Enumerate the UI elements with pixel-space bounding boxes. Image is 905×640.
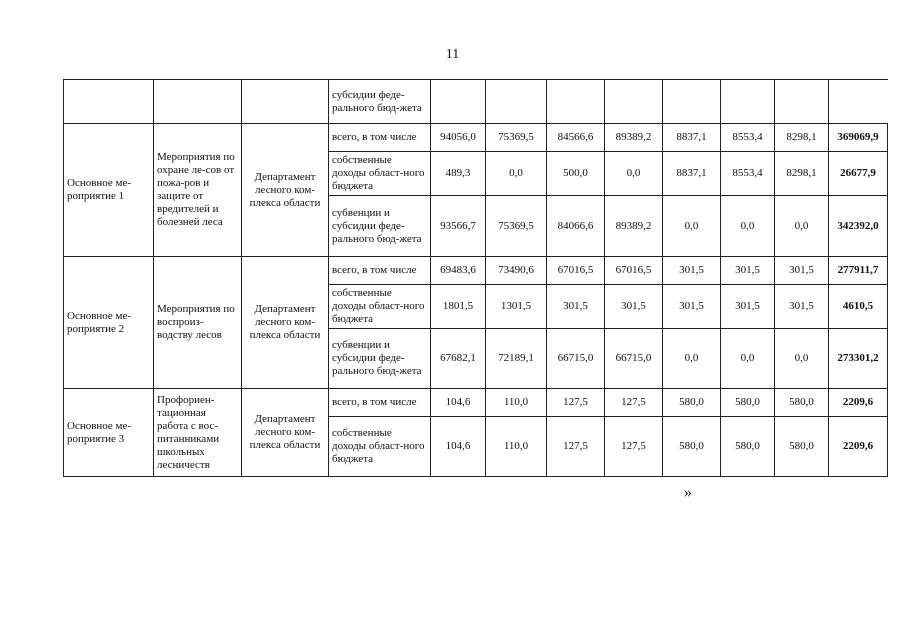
activity-executor: Департамент лесного ком-плекса области: [242, 389, 329, 477]
closing-quote-mark: »: [684, 484, 692, 501]
funding-source-cell: субвенции и субсидии феде-рального бюд-жета: [329, 196, 431, 257]
value-cell: 580,0: [775, 417, 829, 477]
value-cell: 73490,6: [486, 257, 547, 285]
value-cell: 580,0: [663, 389, 721, 417]
activity-name: Основное ме-роприятие 2: [64, 257, 154, 389]
value-cell: 301,5: [721, 257, 775, 285]
value-cell: 8553,4: [721, 124, 775, 152]
value-cell: 301,5: [605, 285, 663, 329]
value-cell: [547, 80, 605, 124]
value-cell: 84566,6: [547, 124, 605, 152]
value-cell: 0,0: [605, 152, 663, 196]
value-cell: 0,0: [486, 152, 547, 196]
activity-description: Профориен-тационная работа с вос-питанниками школьных лесничеств: [154, 389, 242, 477]
page-number: 11: [445, 47, 460, 62]
continuation-row: [64, 80, 888, 124]
value-cell: 75369,5: [486, 196, 547, 257]
budget-table: [63, 79, 888, 477]
value-cell: 67682,1: [431, 329, 486, 389]
funding-source-cell: субвенции и субсидии феде-рального бюд-жета: [329, 329, 431, 389]
value-cell: 84066,6: [547, 196, 605, 257]
value-cell: 0,0: [775, 329, 829, 389]
value-cell: 301,5: [663, 257, 721, 285]
activity-description: Мероприятия по воспроиз-водству лесов: [154, 257, 242, 389]
value-cell: 0,0: [721, 196, 775, 257]
value-cell: 127,5: [547, 417, 605, 477]
value-cell: 301,5: [775, 257, 829, 285]
funding-source-cell: субсидии феде-ральногo бюд-жета: [329, 80, 431, 124]
table-row: [64, 257, 888, 285]
value-cell: 301,5: [663, 285, 721, 329]
value-cell: 301,5: [721, 285, 775, 329]
funding-source-cell: всего, в том числе: [329, 389, 431, 417]
value-cell: [486, 80, 547, 124]
value-cell: 66715,0: [605, 329, 663, 389]
value-cell: 104,6: [431, 417, 486, 477]
value-cell: [721, 80, 775, 124]
value-cell: 75369,5: [486, 124, 547, 152]
value-cell: 500,0: [547, 152, 605, 196]
value-cell: 72189,1: [486, 329, 547, 389]
value-cell: 93566,7: [431, 196, 486, 257]
value-cell: 580,0: [721, 389, 775, 417]
description-cell: [154, 80, 242, 124]
value-cell: 127,5: [547, 389, 605, 417]
value-cell: 0,0: [663, 329, 721, 389]
value-cell: [775, 80, 829, 124]
funding-source-cell: собственные доходы област-ного бюджета: [329, 152, 431, 196]
total-cell: [829, 80, 888, 124]
total-cell: 4610,5: [829, 285, 888, 329]
value-cell: 1801,5: [431, 285, 486, 329]
value-cell: 89389,2: [605, 124, 663, 152]
activity-executor: Департамент лесного ком-плекса области: [242, 257, 329, 389]
value-cell: [605, 80, 663, 124]
funding-source-cell: собственные доходы област-ного бюджета: [329, 417, 431, 477]
funding-source-cell: собственные доходы област-ного бюджета: [329, 285, 431, 329]
value-cell: 489,3: [431, 152, 486, 196]
value-cell: 89389,2: [605, 196, 663, 257]
value-cell: 580,0: [775, 389, 829, 417]
value-cell: 110,0: [486, 389, 547, 417]
value-cell: 8298,1: [775, 124, 829, 152]
table-row: [64, 389, 888, 417]
value-cell: [431, 80, 486, 124]
activity-description: Мероприятия по охране ле-сов от пожа-ров и защите от вредителей и болезней леса: [154, 124, 242, 257]
total-cell: 2209,6: [829, 417, 888, 477]
value-cell: 66715,0: [547, 329, 605, 389]
value-cell: 127,5: [605, 389, 663, 417]
total-cell: 342392,0: [829, 196, 888, 257]
total-cell: 26677,9: [829, 152, 888, 196]
value-cell: 8837,1: [663, 124, 721, 152]
value-cell: 580,0: [663, 417, 721, 477]
table-row: [64, 124, 888, 152]
funding-source-cell: всего, в том числе: [329, 257, 431, 285]
value-cell: 94056,0: [431, 124, 486, 152]
name-cell: [64, 80, 154, 124]
executor-cell: [242, 80, 329, 124]
value-cell: 69483,6: [431, 257, 486, 285]
total-cell: 273301,2: [829, 329, 888, 389]
funding-source-cell: всего, в том числе: [329, 124, 431, 152]
value-cell: 0,0: [775, 196, 829, 257]
value-cell: 580,0: [721, 417, 775, 477]
value-cell: 301,5: [547, 285, 605, 329]
value-cell: 0,0: [663, 196, 721, 257]
value-cell: 104,6: [431, 389, 486, 417]
value-cell: 110,0: [486, 417, 547, 477]
value-cell: 1301,5: [486, 285, 547, 329]
value-cell: 8553,4: [721, 152, 775, 196]
value-cell: 0,0: [721, 329, 775, 389]
value-cell: 67016,5: [547, 257, 605, 285]
total-cell: 277911,7: [829, 257, 888, 285]
value-cell: 301,5: [775, 285, 829, 329]
total-cell: 2209,6: [829, 389, 888, 417]
activity-executor: Департамент лесного ком-плекса области: [242, 124, 329, 257]
value-cell: [663, 80, 721, 124]
activity-name: Основное ме-роприятие 1: [64, 124, 154, 257]
total-cell: 369069,9: [829, 124, 888, 152]
value-cell: 127,5: [605, 417, 663, 477]
activity-name: Основное ме-роприятие 3: [64, 389, 154, 477]
value-cell: 67016,5: [605, 257, 663, 285]
value-cell: 8837,1: [663, 152, 721, 196]
value-cell: 8298,1: [775, 152, 829, 196]
